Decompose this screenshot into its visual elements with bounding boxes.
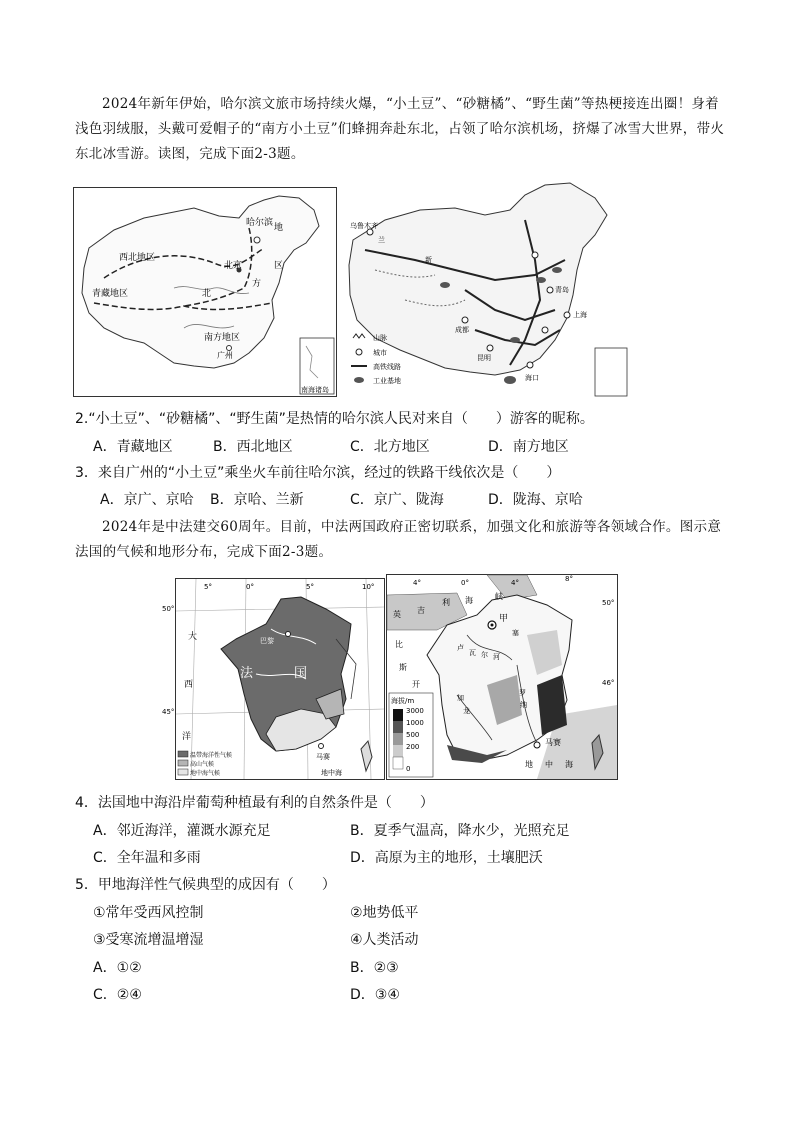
svg-text:卢: 卢 [457, 644, 464, 652]
label-marseille-terrain: 马赛 [545, 738, 561, 747]
france-terrain-map [386, 574, 618, 780]
label-xin: 新 [425, 256, 432, 264]
question-4-stem: 4．法国地中海沿岸葡萄种植最有利的自然条件是（ ） [75, 795, 434, 811]
label-south-sea-islands: 南海诸岛 [301, 386, 329, 394]
lat-tick-50: 50° [162, 605, 175, 613]
q5-factor-3: ③受寒流增温增湿 [93, 932, 204, 948]
q2-option-c[interactable]: C．北方地区 [350, 439, 430, 455]
question-3-stem: 3．来自广州的“小土豆”乘坐火车前往哈尔滨，经过的铁路干线依次是（ ） [75, 465, 561, 481]
svg-text:加: 加 [457, 694, 464, 702]
label-mediterranean: 地中海 [321, 769, 342, 777]
svg-text:罗: 罗 [519, 689, 526, 697]
label-yang: 洋 [182, 732, 192, 742]
label-kunming: 昆明 [477, 354, 491, 362]
lon-tick-4w: 4° [413, 579, 421, 587]
q5-option-d[interactable]: D．③④ [350, 987, 400, 1003]
lat-tick-45: 45° [162, 708, 175, 716]
q5-option-b[interactable]: B．②③ [350, 960, 399, 976]
china-rail-map [345, 180, 630, 398]
label-beijing: 北京 [224, 261, 243, 271]
svg-text:海: 海 [465, 596, 473, 605]
q5-factor-2: ②地势低平 [350, 905, 419, 921]
lon-tick-4e: 4° [511, 579, 519, 587]
q4-option-b[interactable]: B．夏季气温高，降水少，光照充足 [350, 823, 570, 839]
q5-factor-1: ①常年受西风控制 [93, 905, 204, 921]
elevation-legend [389, 693, 433, 777]
svg-text:温带海洋性气候: 温带海洋性气候 [190, 752, 233, 759]
label-region: 区 [274, 261, 284, 271]
svg-text:3000: 3000 [406, 707, 424, 715]
label-jia: 甲 [499, 614, 509, 624]
q5-factor-4: ④人类活动 [350, 932, 419, 948]
lon-tick-0-terrain: 0° [461, 579, 469, 587]
label-south: 南方地区 [204, 333, 241, 343]
q5-option-a[interactable]: A．①② [93, 960, 142, 976]
q3-option-b[interactable]: B．京哈、兰新 [210, 492, 304, 508]
label-lan: 兰 [378, 236, 385, 244]
svg-text:中: 中 [545, 760, 553, 769]
lat-tick-46-terrain: 46° [602, 679, 615, 687]
label-guo: 国 [294, 666, 308, 681]
question-2-stem: 2.“小土豆”、“砂糖橘”、“野生菌”是热情的哈尔滨人民对来自（ ）游客的昵称。 [75, 411, 594, 427]
q2-option-b[interactable]: B．西北地区 [213, 439, 293, 455]
label-shanghai: 上海 [573, 311, 587, 319]
q3-option-c[interactable]: C．京广、陇海 [350, 492, 444, 508]
q2-option-d[interactable]: D．南方地区 [488, 439, 569, 455]
china-regions-map [73, 187, 337, 397]
svg-text:200: 200 [406, 743, 420, 751]
label-chengdu: 成都 [455, 326, 469, 334]
label-haikou: 海口 [525, 374, 539, 382]
svg-text:0: 0 [406, 765, 411, 773]
svg-text:利: 利 [442, 598, 450, 607]
svg-text:瓦: 瓦 [469, 649, 476, 657]
q5-option-c[interactable]: C．②④ [93, 987, 142, 1003]
svg-text:1000: 1000 [406, 719, 424, 727]
label-marseille: 马赛 [316, 753, 330, 761]
climate-legend [178, 751, 232, 777]
france-climate-map [162, 578, 385, 780]
label-north-3: 地 [274, 223, 284, 233]
svg-text:峡: 峡 [495, 592, 503, 601]
svg-text:英: 英 [393, 610, 401, 619]
svg-text:500: 500 [406, 731, 420, 739]
label-da: 大 [188, 632, 198, 642]
svg-text:高山气候: 高山气候 [190, 761, 215, 768]
label-north-2: 方 [252, 279, 262, 289]
svg-text:高铁线路: 高铁线路 [373, 363, 401, 371]
label-qingdao: 青岛 [555, 286, 569, 294]
label-fa: 法 [240, 666, 254, 681]
intro-paragraph-2: 2024年是中法建交60周年。目前，中法两国政府正密切联系，加强文化和旅游等各领域合作。图示意法国的气候和地形分布，完成下面2-3题。 [75, 519, 722, 560]
svg-text:地: 地 [525, 760, 533, 769]
svg-text:海拔/m: 海拔/m [391, 697, 415, 705]
intro-paragraph-1: 2024年新年伊始，哈尔滨文旅市场持续火爆，“小土豆”、“砂糖橘”、“野生菌”等热梗接连出圈！身着浅色羽绒服，头戴可爱帽子的“南方小土豆”们蜂拥奔赴东北，占领了哈尔滨机场，挤爆了冰雪大世界，带火东北冰雪游。读图，完成下面2-3题。 [75, 96, 725, 162]
label-qinghai-tibet: 青藏地区 [92, 289, 129, 299]
q3-option-d[interactable]: D．陇海、京哈 [488, 492, 583, 508]
label-northwest: 西北地区 [119, 253, 156, 263]
svg-text:吉: 吉 [417, 606, 425, 615]
label-urumqi: 乌鲁木齐 [350, 222, 378, 230]
q4-option-c[interactable]: C．全年温和多雨 [93, 850, 201, 866]
svg-text:斯: 斯 [399, 663, 407, 672]
svg-text:地中海气候: 地中海气候 [190, 770, 221, 777]
lon-tick-5e: 5° [306, 583, 314, 591]
svg-text:塞: 塞 [512, 629, 519, 637]
q3-option-a[interactable]: A．京广、京哈 [100, 492, 194, 508]
lat-tick-50-terrain: 50° [602, 599, 615, 607]
q4-option-a[interactable]: A．邻近海洋，灌溉水源充足 [93, 823, 271, 839]
lon-tick-8e: 8° [565, 575, 573, 583]
question-5-stem: 5．甲地海洋性气候典型的成因有（ ） [75, 877, 336, 893]
lon-tick-0: 0° [246, 583, 254, 591]
svg-text:海: 海 [565, 760, 573, 769]
svg-text:工业基地: 工业基地 [373, 377, 401, 385]
svg-text:城市: 城市 [373, 349, 387, 357]
svg-text:河: 河 [493, 653, 500, 661]
svg-text:开: 开 [412, 680, 420, 689]
q2-option-a[interactable]: A．青藏地区 [93, 439, 173, 455]
lon-tick-5w: 5° [204, 583, 212, 591]
q4-option-d[interactable]: D．高原为主的地形，土壤肥沃 [350, 850, 543, 866]
svg-text:龙: 龙 [463, 707, 470, 715]
label-north-1: 北 [202, 289, 212, 299]
label-xi: 西 [184, 680, 194, 690]
svg-text:纳: 纳 [520, 701, 527, 709]
label-guangzhou: 广州 [217, 351, 233, 360]
svg-text:尔: 尔 [481, 651, 488, 659]
svg-text:山脉: 山脉 [373, 334, 387, 342]
svg-text:比: 比 [395, 640, 403, 649]
lon-tick-10e: 10° [362, 583, 375, 591]
label-paris: 巴黎 [260, 637, 274, 645]
label-harbin: 哈尔滨 [246, 218, 274, 228]
